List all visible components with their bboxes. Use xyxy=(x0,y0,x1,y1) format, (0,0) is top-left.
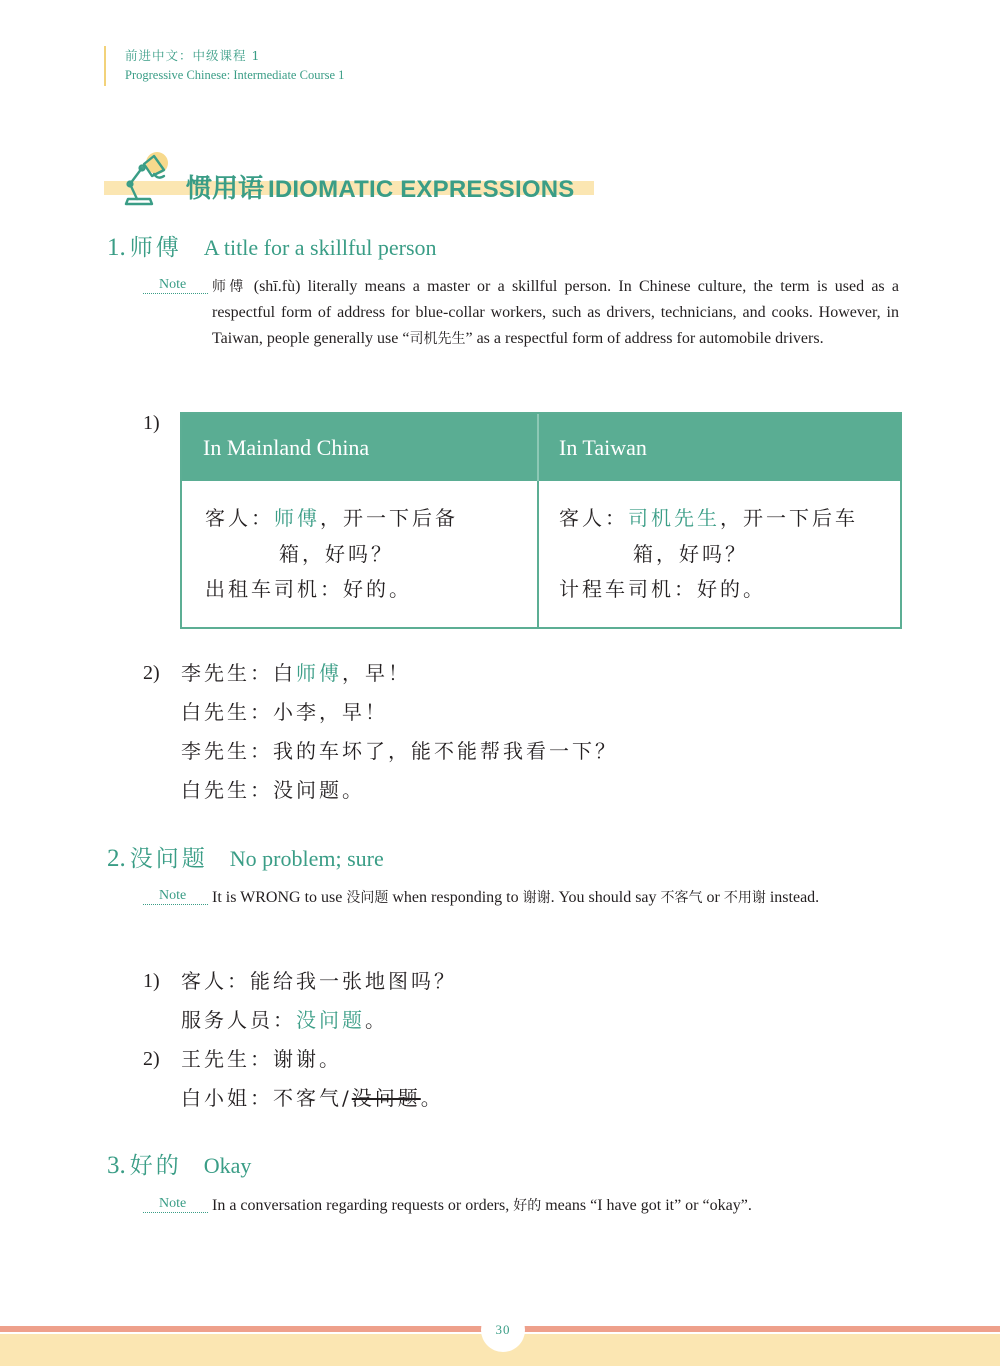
header-title-en: Progressive Chinese: Intermediate Course 1 xyxy=(125,68,345,82)
example-number: 1) xyxy=(143,412,160,434)
table-cell-mainland xyxy=(205,501,458,608)
item-number: 1. xyxy=(107,234,126,261)
note-label: Note xyxy=(143,276,208,294)
dialogue-text: ，早！ xyxy=(342,661,411,685)
note-chinese-term: 不用谢 xyxy=(723,890,766,906)
note-run: instead. xyxy=(765,889,820,906)
note-chinese-term: 司机先生 xyxy=(409,331,466,347)
section-title-en: IDIOMATIC EXPRESSIONS xyxy=(268,176,575,203)
note-chinese-term: 没问题 xyxy=(346,890,389,906)
highlight-term: 司机先生 xyxy=(628,506,720,530)
header-title-zh: 前进中文：中级课程 1 xyxy=(125,48,261,63)
dialogue-line: 王先生：谢谢。 xyxy=(181,1047,342,1071)
dialogue-line: 李先生：我的车坏了，能不能帮我看一下？ xyxy=(181,739,618,763)
highlight-term: 没问题 xyxy=(296,1008,365,1032)
table-header-taiwan: In Taiwan xyxy=(539,414,902,481)
struck-term: 没问题 xyxy=(351,1086,421,1110)
dialogue-text: 。 xyxy=(420,1086,444,1110)
comparison-table xyxy=(180,412,902,629)
note-label: Note xyxy=(143,1195,208,1213)
item-term: 师傅 xyxy=(129,235,182,261)
dialogue-text: ，开一下后备 xyxy=(320,506,458,530)
item-term: 没问题 xyxy=(129,846,208,872)
desk-lamp-icon xyxy=(120,154,170,210)
note-text xyxy=(212,1193,899,1219)
item-2-heading xyxy=(107,843,384,877)
dialogue-line: 客人：能给我一张地图吗？ xyxy=(181,969,457,993)
page-number: 30 xyxy=(481,1308,525,1352)
item-gloss: A title for a skillful person xyxy=(203,235,437,260)
item-number: 3. xyxy=(107,1152,126,1179)
section-title-zh: 惯用语 xyxy=(186,174,265,204)
dialogue-text: 李先生：白 xyxy=(181,661,296,685)
note-chinese-term: 好的 xyxy=(513,1198,542,1214)
dialogue-text: 服务人员： xyxy=(181,1008,296,1032)
example-number: 2) xyxy=(143,1048,160,1070)
note-run: It is WRONG to use xyxy=(212,889,347,906)
table-header-divider xyxy=(537,414,539,481)
dialogue-line xyxy=(181,1084,444,1112)
note-text xyxy=(212,885,899,911)
dialogue-text: ，开一下后车 xyxy=(720,506,858,530)
dialogue-text: 箱，好吗？ xyxy=(279,541,394,566)
dialogue-line: 出租车司机：好的。 xyxy=(205,577,412,601)
item-number: 2. xyxy=(107,845,126,872)
note-run: (shī.fù) literally means a master or a skillful person. In Chinese culture, the term is used as a respectful form of address for blue-collar workers, such as drivers, technicians, and cooks. However, in Taiwan, people generally use “ xyxy=(212,278,899,347)
example-number: 1) xyxy=(143,970,160,992)
item-3-heading xyxy=(107,1150,251,1184)
dialogue-line xyxy=(181,1006,388,1034)
note-run: In a conversation regarding requests or orders, xyxy=(212,1197,514,1214)
dialogue-line: 计程车司机：好的。 xyxy=(559,577,766,601)
note-chinese-term: 谢谢 xyxy=(522,890,551,906)
note-label: Note xyxy=(143,887,208,905)
note-chinese-term: 不客气 xyxy=(660,890,703,906)
dialogue-text: 白小姐：不客气/ xyxy=(181,1086,352,1110)
highlight-term: 师傅 xyxy=(274,506,320,530)
note-run: ” as a respectful form of address for automobile drivers. xyxy=(465,330,824,347)
dialogue-text: 。 xyxy=(365,1008,388,1032)
example-number: 2) xyxy=(143,662,160,684)
item-1-heading xyxy=(107,232,437,266)
speaker: 客人： xyxy=(559,506,628,530)
section-title xyxy=(186,170,574,209)
note-run: . You should say xyxy=(550,889,661,906)
item-term: 好的 xyxy=(129,1153,182,1179)
speaker: 客人： xyxy=(205,506,274,530)
item-gloss: Okay xyxy=(203,1153,252,1178)
note-run: means “I have got it” or “okay”. xyxy=(541,1197,752,1214)
note-text xyxy=(212,274,899,352)
table-header-mainland: In Mainland China xyxy=(182,414,537,481)
note-run: when responding to xyxy=(388,889,523,906)
table-cell-taiwan xyxy=(559,501,858,608)
dialogue-text: 箱，好吗？ xyxy=(633,541,748,566)
note-run: or xyxy=(702,889,724,906)
running-header xyxy=(104,46,344,86)
dialogue-line: 白先生：没问题。 xyxy=(181,778,365,802)
item-gloss: No problem; sure xyxy=(229,846,384,871)
note-chinese-term: 师傅 xyxy=(212,279,247,295)
dialogue-line: 白先生：小李，早！ xyxy=(181,700,388,724)
dialogue-line xyxy=(181,659,411,687)
highlight-term: 师傅 xyxy=(296,661,342,685)
